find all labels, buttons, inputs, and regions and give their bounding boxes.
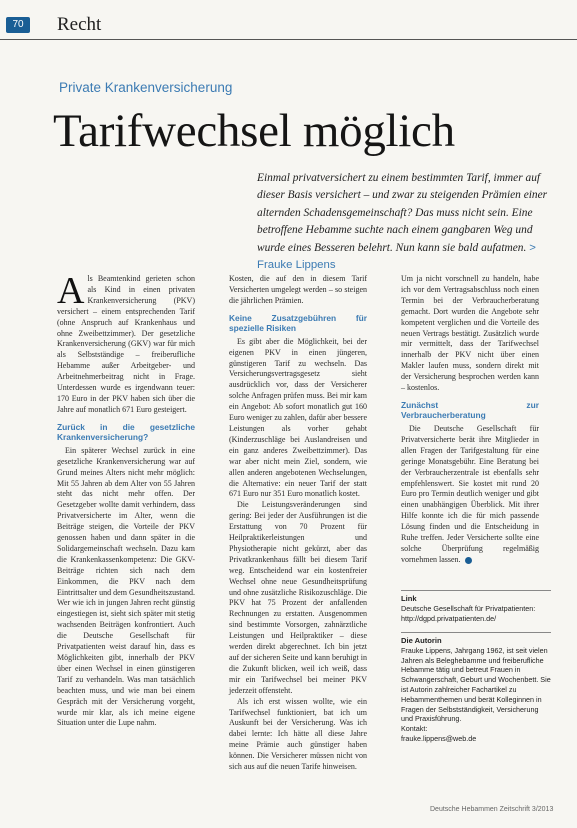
- paragraph-text: Die Deutsche Gesellschaft für Privatversicherte berät ihre Mitglieder in allen Fragen der Tarifgestaltung für eine geringe Monatsgebühr. Eine Beratung bei der Verbraucherzentrale ist ebenfalls sehr empfehlenswert. Sie kostet mit rund 20 Euro pro Termin deutlich weniger und gibt einen unabhängigen Überblick. Mit ihrer Hilfe konnte ich die für mich passende Lösung finden und die Entscheidung in Ruhe treffen. Jeder Versicherte sollte eine solche Überprüfung regelmäßig vornehmen lassen.: [401, 423, 539, 564]
- author-heading: Die Autorin: [401, 636, 442, 645]
- article-column-3: [401, 274, 539, 576]
- section-title: Recht: [57, 14, 102, 35]
- lead-author: > Frauke Lippens: [257, 241, 536, 272]
- lead-text: Einmal privatversichert zu einem bestimmten Tarif, immer auf dieser Basis versichert – und zwar zu steigenden Prämien einer alternden Schadensgemeinschaft? Das muss nicht sein. Eine betroffene Hebamme suchte nach einem gangbaren Weg und wurde eines Besseren belehrt. Nun kann sie bald aufatmen.: [257, 172, 548, 254]
- end-mark-icon: [465, 557, 472, 564]
- paragraph: Um ja nicht vorschnell zu handeln, habe ich vor dem Vertragsabschluss noch einen Termin bei der Verbraucherberatung gemacht. Dort wurden die Angebote sehr kompetent verglichen und die Vorteile des neuen Vertrags bestätigt. Zusätzlich wurde mir vermittelt, dass der Tarifwechsel innerhalb der PKV nicht über einen Makler laufen muss, sondern direkt mit der Versicherung besprochen werden kann – kostenlos.: [401, 274, 539, 393]
- link-box: [401, 590, 551, 623]
- paragraph-text: ls Beamtenkind gerieten schon als Kind in einen privaten Krankenversicherung (PKV) versichert – einem entsprechenden Tarif (ohne Anspruch auf Krankenhaus und ohne Zweibettzimmer). Der gesetzliche Krankenversicherung (GKV) war für mich als Selbstständige – freiberufliche Hebamme außer Arbeitgeber- und Arbeitnehmerbeitrag nicht in Frage. Unterdessen wurde es irgendwann teuer: 170 Euro in der PKV haben sich über die Jahre auf monatlich 671 Euro gesteigert.: [57, 274, 195, 414]
- author-box: [401, 632, 551, 744]
- subheading: Keine Zusatzgebühren für spezielle Risiken: [229, 312, 367, 333]
- author-contact[interactable]: frauke.lippens@web.de: [401, 733, 477, 743]
- paragraph: [401, 424, 539, 566]
- author-bio: Frauke Lippens, Jahrgang 1962, ist seit vielen Jahren als Beleghebamme und freiberufliche Hebamme tätig und betreut Frauen in Schwangerschaft, Geburt und Wochenbett. Sie ist Autorin zahlreicher Fachartikel zu Hebammenthemen und berät Kolleginnen in Fragen der Selbstständigkeit, Versicherung und Praxisführung.: [401, 645, 551, 724]
- link-heading: Link: [401, 594, 417, 603]
- article-column-1: [57, 270, 195, 762]
- page-footer: Deutsche Hebammen Zeitschrift 3/2013: [430, 806, 554, 813]
- paragraph: [57, 270, 195, 416]
- author-contact-label: Kontakt:: [401, 724, 428, 734]
- article-lead: [257, 170, 557, 274]
- subheading: Zunächst zur Verbraucherberatung: [401, 399, 539, 420]
- drop-cap: A: [57, 270, 85, 312]
- subheading: Zurück in die gesetzliche Krankenversicherung?: [57, 421, 195, 442]
- link-text[interactable]: Deutsche Gesellschaft für Privatpatienten: http://dgpd.privatpatienten.de/: [401, 603, 536, 623]
- paragraph: Die Leistungsveränderungen sind gering: Bei jeder der Ausführungen ist die Erstattung von 70 Prozent für Heilpraktikerleistungen und Physiotherapie nicht gekürzt, aber das Privatkrankenhaus fällt bei diesem Tarif weg. Entscheidend war ein kostenfreier Wechsel ohne neue Gesundheitsprüfung und ohne zusätzliche Risikozuschläge. Die PKV hat 75 Prozent der anfallenden Rechnungen zu erstatten. Ausgenommen sind bestimmte Vorsorgen, zahnärztliche Leistungen und Heilpraktiker – diese werden direkt abgerechnet. Ich bin jetzt auf der sicheren Seite und kann beruhigt in die Zukunft blicken, weil ich weiß, dass mir ein Tarifwechsel bei meiner PKV jederzeit offensteht.: [229, 500, 367, 695]
- article-title: Tarifwechsel möglich: [53, 105, 455, 157]
- paragraph: Kosten, die auf den in diesem Tarif Versicherten umgelegt werden – so steigen die jährlichen Prämien.: [229, 274, 367, 305]
- header-divider: [0, 39, 577, 40]
- paragraph: Es gibt aber die Möglichkeit, bei der eigenen PKV in einen jüngeren, günstigeren Tarif zu wechseln. Das Versicherungsvertragsgesetz sieht ausdrücklich vor, dass der Versicherer solche Anfragen prüfen muss. Bei mir kam ein Angebot: Ab sofort monatlich gut 160 Euro weniger zu zahlen, dafür aber bessere Leistungen als vorher gehabt (Kinderzuschläge bei Auslandreisen und ein ganz anderes Zweibettzimmer). Das war aber nicht mein Ziel, sondern, wie allen anderen angebotenen Wechselungen, die Alternative: ein neuer Tarif der statt 671 Euro nur 351 Euro monatlich kostet.: [229, 336, 367, 499]
- page-number: 70: [6, 17, 30, 33]
- paragraph: Ein späterer Wechsel zurück in eine gesetzliche Krankenversicherung war auf Grund meines Alters nicht mehr möglich: Mit 55 Jahren ab dem Alter von 55 Jahren steht das nicht mehr offen. Der Gesetzgeber wollte damit verhindern, dass Privatversicherte im Alter, wenn die Beiträge steigen, die Vorteile der PKV genossen haben und dann später in die Solidargemeinschaft wechseln. Dazu kam die Krankenkassenkompetenz: Die GKV-Beiträge richten sich nach dem Einkommen, die PKV nach dem Eintrittsalter und dem Gesundheitszustand. Wer wie ich in jungen Jahren recht günstig eingestiegen ist, sieht sich später mit stetig wachsenden Beiträgen konfrontiert. Auch die Deutsche Gesellschaft für Privatpatienten weist darauf hin, dass es Möglichkeiten gibt, innerhalb der PKV über einen Wechsel in einen günstigeren Tarif zu verhandeln. Was man tatsächlich beachten muss, und wie man bei einem Gespräch mit der Versicherung vorgeht, wurde mir klar, als ich meine eigene Situation unter die Lupe nahm.: [57, 445, 195, 728]
- article-column-2: [229, 274, 367, 772]
- paragraph: Als ich erst wissen wollte, wie ein Tarifwechsel funktioniert, bat ich um Auskunft bei der Versicherung. Was ich dabei lernte: Ich hätte all diese Jahre meine Prämie auch günstiger haben können. Die Versicherer müssen nicht von sich aus auf die neuen Tarife hinweisen.: [229, 696, 367, 772]
- article-kicker: Private Krankenversicherung: [59, 80, 233, 95]
